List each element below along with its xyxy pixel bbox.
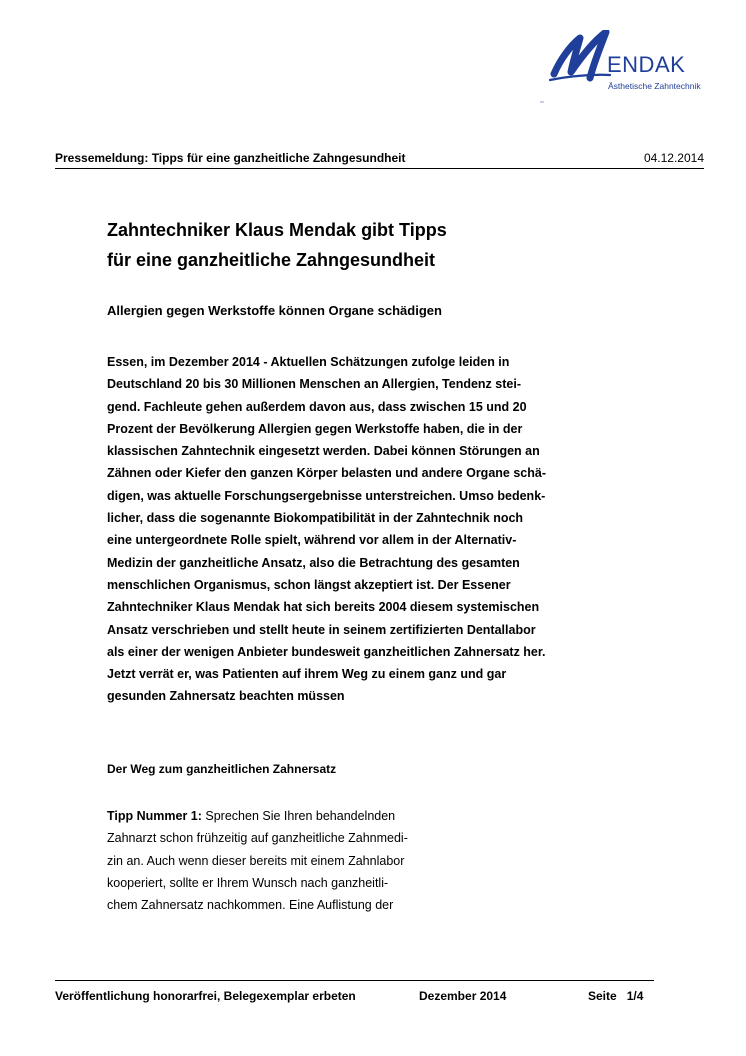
lead-line: Zähnen oder Kiefer den ganzen Körper belasten und andere Organe schä-: [107, 466, 546, 481]
footer-month: Dezember 2014: [419, 989, 507, 1003]
section-title: Der Weg zum ganzheitlichen Zahnersatz: [107, 762, 337, 776]
lead-line: Ansatz verschrieben und stellt heute in seinem zertifizierten Dentallabor: [107, 622, 536, 637]
headline-line-2: für eine ganzheitliche Zahngesundheit: [107, 250, 436, 270]
header-divider: [55, 168, 704, 169]
header-date: 04.12.2014: [643, 151, 704, 165]
lead-line: als einer der wenigen Anbieter bundesweit ganzheitlichen Zahnersatz her.: [107, 644, 546, 659]
tip-1-label: Tipp Nummer 1:: [107, 809, 202, 823]
tip-1-first-line: Sprechen Sie Ihren behandelnden: [201, 809, 396, 823]
tip-line: zin an. Auch wenn dieser bereits mit einem Zahnlabor: [107, 853, 405, 868]
lead-line: klassischen Zahntechnik eingesetzt werden. Dabei können Störungen an: [107, 444, 540, 459]
lead-line: digen, was aktuelle Forschungsergebnisse unterstreichen. Umso bedenk-: [107, 488, 546, 503]
header-title: Pressemeldung: Tipps für eine ganzheitliche Zahngesundheit: [55, 151, 406, 165]
document-header: [55, 151, 704, 167]
page-label: Seite: [588, 989, 617, 1003]
page-number: 1/4: [626, 989, 644, 1003]
lead-line: licher, dass die sogenannte Biokompatibilität in der Zahntechnik noch: [107, 511, 524, 526]
lead-paragraph: [107, 351, 617, 708]
lead-line: Jetzt verrät er, was Patienten auf ihrem Weg zu einem ganz und gar: [107, 667, 507, 682]
tip-line: [107, 805, 447, 827]
tip-line: chem Zahnersatz nachkommen. Eine Auflistung der: [107, 898, 394, 913]
article-headline: [107, 215, 607, 275]
lead-line: Zahntechniker Klaus Mendak hat sich bereits 2004 diesem systemischen: [107, 600, 540, 615]
logo-wordmark: ENDAK: [607, 52, 686, 77]
tip-line: kooperiert, sollte er Ihrem Wunsch nach ganzheitli-: [107, 875, 389, 890]
lead-line: gend. Fachleute gehen außerdem davon aus, dass zwischen 15 und 20: [107, 399, 527, 414]
footer-page-indicator: [588, 989, 643, 1003]
lead-line: Prozent der Bevölkerung Allergien gegen Werkstoffe haben, die in der: [107, 421, 523, 436]
tip-1-paragraph: [107, 805, 447, 916]
tip-line: Zahnarzt schon frühzeitig auf ganzheitliche Zahnmedi-: [107, 831, 408, 846]
lead-line: Essen, im Dezember 2014 - Aktuellen Schätzungen zufolge leiden in: [107, 355, 510, 369]
document-footer: [55, 989, 655, 1005]
lead-line: Medizin der ganzheitliche Ansatz, also die Betrachtung des gesamten: [107, 555, 520, 570]
lead-line: gesunden Zahnersatz beachten müssen: [107, 689, 345, 704]
lead-line: Deutschland 20 bis 30 Millionen Menschen an Allergien, Tendenz stei-: [107, 377, 521, 392]
logo-tagline: Ästhetische Zahntechnik: [608, 81, 701, 91]
mendak-logo: [540, 30, 720, 108]
footer-divider: [55, 980, 654, 981]
lead-line: menschlichen Organismus, schon längst akzeptiert ist. Der Essener: [107, 577, 511, 592]
footer-note: Veröffentlichung honorarfrei, Belegexemplar erbeten: [55, 989, 356, 1003]
lead-line: eine untergeordnete Rolle spielt, während vor allem in der Alternativ-: [107, 533, 517, 548]
article-subheadline: Allergien gegen Werkstoffe können Organe schädigen: [107, 303, 442, 318]
headline-line-1: Zahntechniker Klaus Mendak gibt Tipps: [107, 220, 447, 240]
